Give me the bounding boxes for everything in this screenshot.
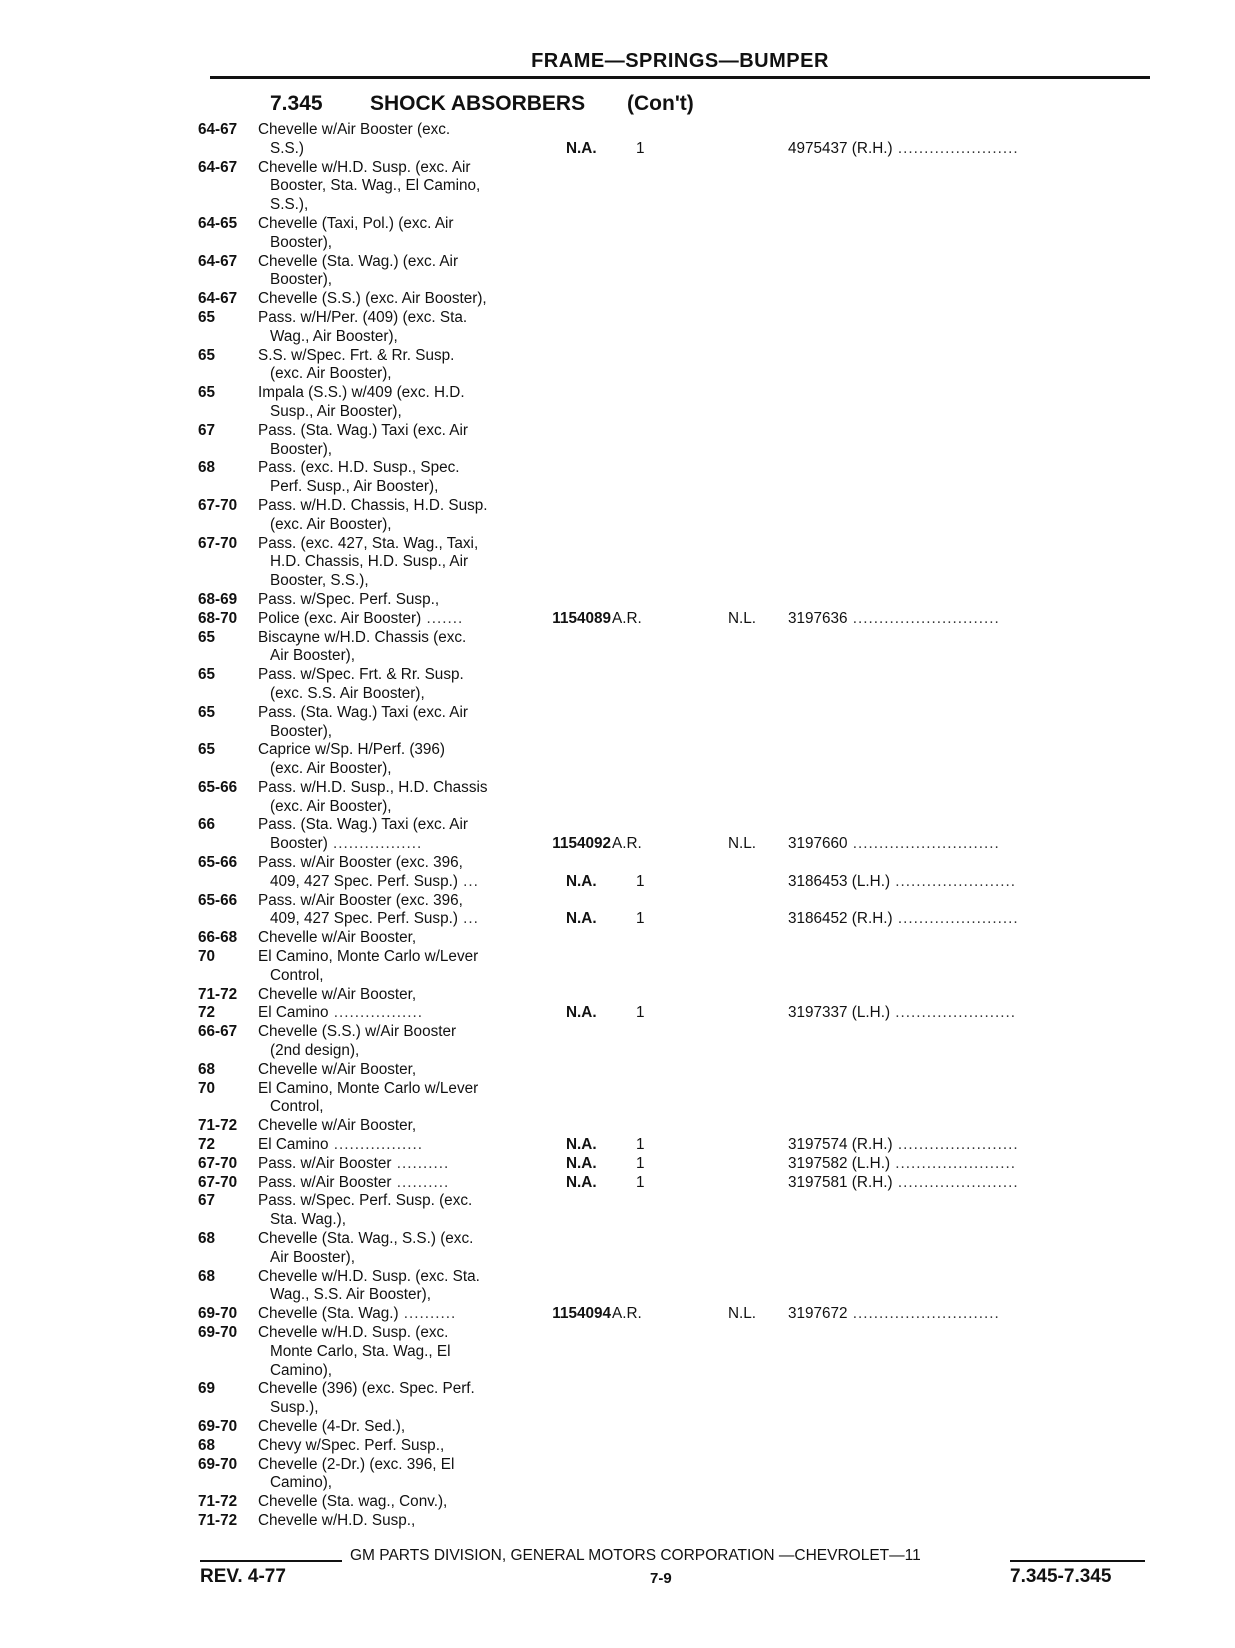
application-description: Biscayne w/H.D. Chassis (exc. <box>258 628 467 646</box>
footer-page-number: 7-9 <box>650 1570 672 1587</box>
model-years: 65-66 <box>198 778 238 796</box>
list-item <box>198 1230 1158 1249</box>
list-item <box>198 760 1158 779</box>
replacement-part <box>788 873 1016 892</box>
application-description: Chevelle w/H.D. Susp. (exc. Sta. <box>258 1267 480 1285</box>
model-years: 66 <box>198 816 216 834</box>
application-description: Pass. w/H/Per. (409) (exc. Sta. <box>258 308 468 326</box>
application-description: El Camino, Monte Carlo w/Lever <box>258 948 479 966</box>
part-number: 1154094 <box>552 1305 611 1323</box>
replacement-part-number: 4975437 (R.H.) <box>788 139 893 157</box>
application-description: Pass. w/H.D. Susp., H.D. Chassis <box>258 778 488 796</box>
application-description: Control, <box>270 1098 324 1116</box>
model-years: 68 <box>198 459 216 477</box>
model-years: 68 <box>198 1436 216 1454</box>
list-item <box>198 1343 1158 1362</box>
list-item <box>198 1362 1158 1381</box>
application-description: (exc. Air Booster), <box>270 760 392 778</box>
model-years: 65 <box>198 666 216 684</box>
application-description: Booster, S.S.), <box>270 572 369 590</box>
replacement-part <box>788 140 1019 159</box>
replacement-part-number: 3186452 (R.H.) <box>788 910 893 928</box>
replacement-part-number: 3197574 (R.H.) <box>788 1136 893 1154</box>
footer-publisher: GM PARTS DIVISION, GENERAL MOTORS CORPORATION —CHEVROLET—11 <box>350 1547 921 1564</box>
model-years: 71-72 <box>198 1511 238 1529</box>
list-item <box>198 177 1158 196</box>
section-name: SHOCK ABSORBERS <box>370 92 586 115</box>
application-description: S.S. w/Spec. Frt. & Rr. Susp. <box>258 346 455 364</box>
list-item <box>198 422 1158 441</box>
application-description: El Camino, Monte Carlo w/Lever <box>258 1079 479 1097</box>
application-description: Chevy w/Spec. Perf. Susp., <box>258 1436 445 1454</box>
application-text: El Camino <box>258 1136 329 1154</box>
application-description: Chevelle (Taxi, Pol.) (exc. Air <box>258 214 454 232</box>
leader-dots: ............................ <box>847 609 1000 627</box>
replacement-part <box>788 1004 1016 1023</box>
model-years: 69-70 <box>198 1305 238 1323</box>
application-description: Booster), <box>270 440 333 458</box>
model-years: 69-70 <box>198 1455 238 1473</box>
replacement-part <box>788 610 1000 629</box>
model-years: 67-70 <box>198 1154 238 1172</box>
replacement-part <box>788 910 1019 929</box>
list-item <box>198 704 1158 723</box>
list-item <box>198 1324 1158 1343</box>
replacement-part <box>788 1136 1019 1155</box>
model-years: 68 <box>198 1267 216 1285</box>
application-description: Booster, Sta. Wag., El Camino, <box>270 177 481 195</box>
leader-dots: ....................... <box>892 1173 1019 1191</box>
application-description: Chevelle w/H.D. Susp. (exc. Air <box>258 158 471 176</box>
unit-label: A.R. <box>612 1305 642 1323</box>
replacement-part-number: 3197582 (L.H.) <box>788 1154 891 1172</box>
list-item <box>198 1456 1158 1475</box>
not-available-label: N.A. <box>566 910 597 928</box>
header-rule <box>210 76 1150 79</box>
application-description <box>270 835 422 854</box>
list-item <box>198 892 1158 911</box>
application-description: Wag., Air Booster), <box>270 327 398 345</box>
list-item <box>198 1418 1158 1437</box>
list-item <box>198 986 1158 1005</box>
list-item <box>198 1042 1158 1061</box>
leader-dots: ....................... <box>892 910 1019 928</box>
list-item <box>198 553 1158 572</box>
list-item <box>198 1174 1158 1193</box>
quantity: 1 <box>636 1136 645 1154</box>
application-description: Pass. w/Spec. Perf. Susp., <box>258 590 440 608</box>
list-item <box>198 271 1158 290</box>
replacement-part-number: 3197672 <box>788 1305 848 1323</box>
list-item <box>198 1023 1158 1042</box>
leader-dots: ....................... <box>890 1004 1017 1022</box>
part-number: 1154089 <box>552 609 611 627</box>
footer-rule-left <box>200 1560 342 1562</box>
not-available-label: N.A. <box>566 139 597 157</box>
replacement-part <box>788 1174 1019 1193</box>
list-item <box>198 497 1158 516</box>
list-item <box>198 159 1158 178</box>
application-description: Camino), <box>270 1474 333 1492</box>
model-years: 67-70 <box>198 1173 238 1191</box>
replacement-part-number: 3197660 <box>788 835 848 853</box>
leader-dots: ............................ <box>847 1305 1000 1323</box>
quantity: 1 <box>636 139 645 157</box>
list-item <box>198 196 1158 215</box>
list-item <box>198 1004 1158 1023</box>
application-text: 409, 427 Spec. Perf. Susp.) <box>270 872 458 890</box>
leader-dots: ....................... <box>890 872 1017 890</box>
leader-dots: ....................... <box>892 1136 1019 1154</box>
list-item <box>198 835 1158 854</box>
model-years: 67-70 <box>198 534 238 552</box>
application-description: Chevelle w/Air Booster, <box>258 985 417 1003</box>
leader-dots: ....................... <box>890 1154 1017 1172</box>
leader-dots: .......... <box>398 1305 457 1323</box>
list-item <box>198 234 1158 253</box>
application-description <box>258 1305 456 1324</box>
list-item <box>198 215 1158 234</box>
list-item <box>198 1155 1158 1174</box>
model-years: 66-68 <box>198 929 238 947</box>
model-years: 68 <box>198 1060 216 1078</box>
list-item <box>198 798 1158 817</box>
application-description: (exc. Air Booster), <box>270 797 392 815</box>
application-description: Chevelle w/Air Booster, <box>258 929 417 947</box>
application-description: Monte Carlo, Sta. Wag., El <box>270 1342 451 1360</box>
application-text: Chevelle (Sta. Wag.) <box>258 1305 399 1323</box>
list-item <box>198 629 1158 648</box>
application-description: Caprice w/Sp. H/Perf. (396) <box>258 741 446 759</box>
application-description: Pass. w/H.D. Chassis, H.D. Susp. <box>258 496 488 514</box>
replacement-part-number: 3186453 (L.H.) <box>788 872 891 890</box>
application-description: Chevelle (2-Dr.) (exc. 396, El <box>258 1455 455 1473</box>
parts-list <box>198 121 1158 1531</box>
model-years: 65 <box>198 741 216 759</box>
application-description: Chevelle w/Air Booster, <box>258 1060 417 1078</box>
application-description: Pass. w/Air Booster (exc. 396, <box>258 854 463 872</box>
leader-dots: .......... <box>391 1173 450 1191</box>
list-item <box>198 967 1158 986</box>
section-continued: (Con't) <box>627 92 694 115</box>
model-years: 69-70 <box>198 1324 238 1341</box>
leader-dots: ................. <box>327 835 423 853</box>
application-description: (exc. Air Booster), <box>270 365 392 383</box>
model-years: 67-70 <box>198 496 238 514</box>
leader-dots: ....... <box>421 609 464 627</box>
application-description: Susp., Air Booster), <box>270 402 402 420</box>
application-description: Booster), <box>270 722 333 740</box>
list-item <box>198 666 1158 685</box>
list-item <box>198 1286 1158 1305</box>
model-years: 64-67 <box>198 158 238 176</box>
application-text: El Camino <box>258 1004 329 1022</box>
not-listed-label: N.L. <box>728 835 757 853</box>
list-item <box>198 1474 1158 1493</box>
model-years: 71-72 <box>198 985 238 1003</box>
model-years: 67 <box>198 1192 216 1210</box>
application-description: Booster), <box>270 271 333 289</box>
list-item <box>198 290 1158 309</box>
application-description: Pass. w/Spec. Perf. Susp. (exc. <box>258 1192 473 1210</box>
model-years: 71-72 <box>198 1117 238 1135</box>
list-item <box>198 535 1158 554</box>
application-description <box>258 610 463 629</box>
list-item <box>198 1098 1158 1117</box>
model-years: 65-66 <box>198 891 238 909</box>
list-item <box>198 121 1158 140</box>
application-description: Pass. (Sta. Wag.) Taxi (exc. Air <box>258 421 468 439</box>
list-item <box>198 1080 1158 1099</box>
list-item <box>198 685 1158 704</box>
model-years: 67 <box>198 421 216 439</box>
list-item <box>198 1268 1158 1287</box>
replacement-part-number: 3197337 (L.H.) <box>788 1004 891 1022</box>
model-years: 66-67 <box>198 1023 238 1041</box>
not-available-label: N.A. <box>566 1136 597 1154</box>
application-description: Pass. w/Air Booster (exc. 396, <box>258 891 463 909</box>
replacement-part <box>788 1305 1000 1324</box>
application-description: Pass. (Sta. Wag.) Taxi (exc. Air <box>258 816 468 834</box>
not-available-label: N.A. <box>566 1173 597 1191</box>
leader-dots: ....................... <box>892 139 1019 157</box>
list-item <box>198 478 1158 497</box>
part-number: 1154092 <box>552 835 611 853</box>
list-item <box>198 873 1158 892</box>
footer-rule-right <box>1010 1560 1145 1562</box>
list-item <box>198 723 1158 742</box>
quantity: 1 <box>636 1173 645 1191</box>
model-years: 69 <box>198 1380 216 1398</box>
list-item <box>198 347 1158 366</box>
list-item <box>198 779 1158 798</box>
application-description: Pass. (Sta. Wag.) Taxi (exc. Air <box>258 703 468 721</box>
list-item <box>198 929 1158 948</box>
not-available-label: N.A. <box>566 1154 597 1172</box>
application-description: Chevelle (Sta. Wag., S.S.) (exc. <box>258 1230 474 1248</box>
list-item <box>198 1249 1158 1268</box>
model-years: 69-70 <box>198 1417 238 1435</box>
list-item <box>198 910 1158 929</box>
leader-dots: ............................ <box>847 835 1000 853</box>
application-description <box>258 1155 449 1174</box>
application-description: Impala (S.S.) w/409 (exc. H.D. <box>258 384 465 402</box>
model-years: 71-72 <box>198 1493 238 1511</box>
page-header-title: FRAME—SPRINGS—BUMPER <box>531 50 829 72</box>
quantity: 1 <box>636 910 645 928</box>
list-item <box>198 647 1158 666</box>
quantity: 1 <box>636 872 645 890</box>
list-item <box>198 253 1158 272</box>
list-item <box>198 140 1158 159</box>
application-description: Chevelle (S.S.) w/Air Booster <box>258 1023 457 1041</box>
model-years: 68-70 <box>198 609 238 627</box>
list-item <box>198 1192 1158 1211</box>
model-years: 64-67 <box>198 252 238 270</box>
list-item <box>198 948 1158 967</box>
model-years: 65-66 <box>198 854 238 872</box>
list-item <box>198 1399 1158 1418</box>
application-description: Chevelle (4-Dr. Sed.), <box>258 1417 406 1435</box>
list-item <box>198 1512 1158 1531</box>
application-description: Camino), <box>270 1361 333 1379</box>
list-item <box>198 365 1158 384</box>
application-description: Chevelle w/Air Booster (exc. <box>258 121 451 138</box>
quantity: 1 <box>636 1154 645 1172</box>
list-item <box>198 1380 1158 1399</box>
not-available-label: N.A. <box>566 872 597 890</box>
leader-dots: ................. <box>328 1004 424 1022</box>
unit-label: A.R. <box>612 835 642 853</box>
application-description: (exc. S.S. Air Booster), <box>270 684 425 702</box>
application-description <box>258 1136 423 1155</box>
list-item <box>198 1437 1158 1456</box>
leader-dots: ................. <box>328 1136 424 1154</box>
application-description: S.S.), <box>270 196 309 214</box>
application-description: Chevelle (396) (exc. Spec. Perf. <box>258 1380 475 1398</box>
application-description: Chevelle w/Air Booster, <box>258 1117 417 1135</box>
application-text: Police (exc. Air Booster) <box>258 609 422 627</box>
application-description: Wag., S.S. Air Booster), <box>270 1286 431 1304</box>
application-description: Chevelle (Sta. Wag.) (exc. Air <box>258 252 459 270</box>
model-years: 72 <box>198 1004 216 1022</box>
list-item <box>198 328 1158 347</box>
list-item <box>198 591 1158 610</box>
model-years: 68 <box>198 1230 216 1248</box>
application-text: Pass. w/Air Booster <box>258 1154 392 1172</box>
application-description: S.S.) <box>270 139 304 157</box>
application-description: Chevelle (Sta. wag., Conv.), <box>258 1493 448 1511</box>
list-item <box>198 854 1158 873</box>
model-years: 72 <box>198 1136 216 1154</box>
leader-dots: ... <box>457 872 479 890</box>
application-description: Booster), <box>270 233 333 251</box>
replacement-part-number: 3197636 <box>788 609 848 627</box>
list-item <box>198 403 1158 422</box>
list-item <box>198 1493 1158 1512</box>
list-item <box>198 516 1158 535</box>
list-item <box>198 1117 1158 1136</box>
list-item <box>198 1305 1158 1324</box>
model-years: 70 <box>198 948 216 966</box>
footer-revision: REV. 4-77 <box>200 1566 286 1587</box>
model-years: 65 <box>198 384 216 402</box>
application-description: Chevelle (S.S.) (exc. Air Booster), <box>258 290 487 308</box>
application-text: Booster) <box>270 835 328 853</box>
replacement-part-number: 3197581 (R.H.) <box>788 1173 893 1191</box>
application-description: Sta. Wag.), <box>270 1211 346 1229</box>
section-title <box>270 92 694 116</box>
model-years: 65 <box>198 346 216 364</box>
list-item <box>198 610 1158 629</box>
leader-dots: ... <box>457 910 479 928</box>
model-years: 64-65 <box>198 214 238 232</box>
model-years: 65 <box>198 628 216 646</box>
application-description: Air Booster), <box>270 647 356 665</box>
list-item <box>198 1136 1158 1155</box>
model-years: 68-69 <box>198 590 238 608</box>
application-description <box>258 1174 449 1193</box>
list-item <box>198 572 1158 591</box>
application-description: Control, <box>270 966 324 984</box>
application-description: Chevelle w/H.D. Susp. (exc. <box>258 1324 449 1341</box>
application-description <box>258 1004 423 1023</box>
application-text: Pass. w/Air Booster <box>258 1173 392 1191</box>
application-text: 409, 427 Spec. Perf. Susp.) <box>270 910 458 928</box>
application-description: Pass. (exc. 427, Sta. Wag., Taxi, <box>258 534 479 552</box>
model-years: 65 <box>198 308 216 326</box>
model-years: 64-67 <box>198 121 238 138</box>
not-listed-label: N.L. <box>728 609 757 627</box>
list-item <box>198 1061 1158 1080</box>
application-description: Perf. Susp., Air Booster), <box>270 478 439 496</box>
application-description <box>270 910 479 929</box>
application-description: Susp.), <box>270 1399 319 1417</box>
application-description <box>270 873 479 892</box>
footer-section-ref: 7.345-7.345 <box>1010 1566 1112 1587</box>
replacement-part <box>788 1155 1016 1174</box>
application-description: Air Booster), <box>270 1248 356 1266</box>
list-item <box>198 459 1158 478</box>
model-years: 64-67 <box>198 290 238 308</box>
unit-label: A.R. <box>612 609 642 627</box>
list-item <box>198 441 1158 460</box>
list-item <box>198 309 1158 328</box>
application-description: Pass. (exc. H.D. Susp., Spec. <box>258 459 460 477</box>
not-listed-label: N.L. <box>728 1305 757 1323</box>
model-years: 65 <box>198 703 216 721</box>
quantity: 1 <box>636 1004 645 1022</box>
list-item <box>198 384 1158 403</box>
application-description: Chevelle w/H.D. Susp., <box>258 1511 416 1529</box>
model-years: 70 <box>198 1079 216 1097</box>
leader-dots: .......... <box>391 1154 450 1172</box>
section-number: 7.345 <box>270 92 323 115</box>
list-item <box>198 1211 1158 1230</box>
replacement-part <box>788 835 1000 854</box>
application-description: Pass. w/Spec. Frt. & Rr. Susp. <box>258 666 464 684</box>
list-item <box>198 816 1158 835</box>
application-description: (2nd design), <box>270 1042 360 1060</box>
application-description: (exc. Air Booster), <box>270 515 392 533</box>
not-available-label: N.A. <box>566 1004 597 1022</box>
application-description: H.D. Chassis, H.D. Susp., Air <box>270 553 469 571</box>
list-item <box>198 741 1158 760</box>
